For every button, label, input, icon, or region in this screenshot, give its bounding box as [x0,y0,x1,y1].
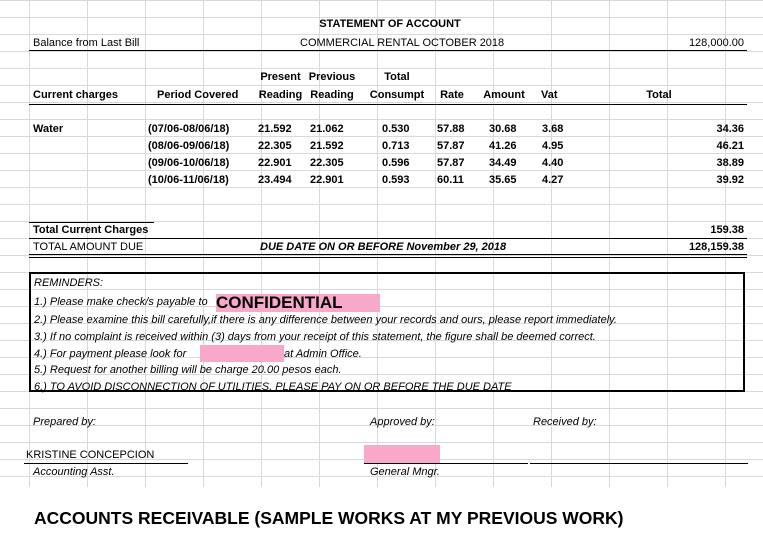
reminder-1: 1.) Please make check/s payable to [34,296,208,308]
row-rate: 57.87 [437,157,465,169]
charge-type: Water [33,123,64,135]
statement-title: STATEMENT OF ACCOUNT [319,18,461,30]
approver-title: General Mngr. [370,466,440,478]
row-amount: 35.65 [489,174,517,186]
preparer-title: Accounting Asst. [33,466,115,478]
row-vat: 3.68 [542,123,564,135]
receiver-signature-line [530,463,748,464]
col-total: Total [646,89,672,101]
prepared-by-label: Prepared by: [33,416,96,428]
row-period: (09/06-10/06/18) [148,157,230,169]
col-previous-bottom: Reading [310,89,354,101]
totals-divider [29,238,747,239]
row-amount: 41.26 [489,140,517,152]
row-total: 39.92 [716,174,744,186]
row-vat: 4.40 [542,157,564,169]
row-amount: 34.49 [489,157,517,169]
balance-label: Balance from Last Bill [33,37,140,49]
col-amount: Amount [483,89,525,101]
col-total-bottom: Consumpt [369,89,425,101]
row-present: 23.494 [258,174,292,186]
row-consumption: 0.593 [382,174,410,186]
row-total: 38.89 [716,157,744,169]
row-previous: 21.592 [310,140,344,152]
col-vat: Vat [541,89,558,101]
row-present: 22.305 [258,140,292,152]
page-caption: ACCOUNTS RECEIVABLE (SAMPLE WORKS AT MY PREVIOUS WORK) [34,508,624,528]
reminders-heading: REMINDERS: [34,277,104,289]
col-present-bottom: Reading [258,89,303,101]
row-consumption: 0.596 [382,157,410,169]
col-present-top: Present [260,71,301,83]
col-period-covered: Period Covered [157,89,239,101]
row-vat: 4.95 [542,140,564,152]
row-consumption: 0.713 [382,140,410,152]
reminder-5: 5.) Request for another billing will be charge 20.00 pesos each. [34,364,342,376]
confidential-redaction: CONFIDENTIAL [216,294,380,312]
col-total-top: Total [384,71,410,83]
row-period: (08/06-09/06/18) [148,140,230,152]
due-date: DUE DATE ON OR BEFORE November 29, 2018 [260,241,507,253]
row-previous: 22.305 [310,157,344,169]
statement-subtitle: COMMERCIAL RENTAL OCTOBER 2018 [300,37,505,49]
reminder-3: 3.) If no complaint is received within (3) days from your receipt of this statement, the figure shall be deemed correct. [34,331,596,343]
col-rate: Rate [440,89,464,101]
row-rate: 60.11 [437,174,464,186]
reminder-4b: at Admin Office. [284,348,362,360]
name-redaction [200,345,284,362]
reminder-4a: 4.) For payment please look for [34,348,187,360]
total-due-value: 128,159.38 [688,241,744,253]
row-present: 21.592 [258,123,292,135]
row-consumption: 0.530 [382,123,410,135]
row-present: 22.901 [258,157,292,169]
row-period: (10/06-11/06/18) [148,174,229,186]
header-underline [29,50,747,51]
total-due-label: TOTAL AMOUNT DUE [33,241,144,253]
reminder-2: 2.) Please examine this bill carefully,if there is any difference between your records and ours, please report immediately. [34,314,617,326]
preparer-signature-line [24,463,188,464]
totals-divider-short [29,222,154,223]
col-previous-top: Previous [308,71,356,83]
approved-by-label: Approved by: [370,416,435,428]
received-by-label: Received by: [533,416,597,428]
row-previous: 22.901 [310,174,344,186]
col-current-charges: Current charges [33,89,118,101]
approver-name-redaction [364,445,440,463]
preparer-name: KRISTINE CONCEPCION [26,449,155,461]
reminder-6: 6.) TO AVOID DISCONNECTION OF UTILITIES, PLEASE PAY ON OR BEFORE THE DUE DATE [34,381,512,393]
row-period: (07/06-08/06/18) [148,123,230,135]
totals-double-underline [29,254,747,258]
balance-value: 128,000.00 [688,37,744,49]
row-total: 34.36 [716,123,744,135]
row-previous: 21.062 [310,123,344,135]
row-total: 46.21 [716,140,744,152]
row-rate: 57.88 [437,123,465,135]
approver-signature-line [364,463,528,464]
row-amount: 30.68 [489,123,517,135]
row-rate: 57.87 [437,140,465,152]
column-header-underline [29,104,747,105]
row-vat: 4.27 [542,174,564,186]
total-current-value: 159.38 [710,224,744,236]
total-current-label: Total Current Charges [33,224,149,236]
